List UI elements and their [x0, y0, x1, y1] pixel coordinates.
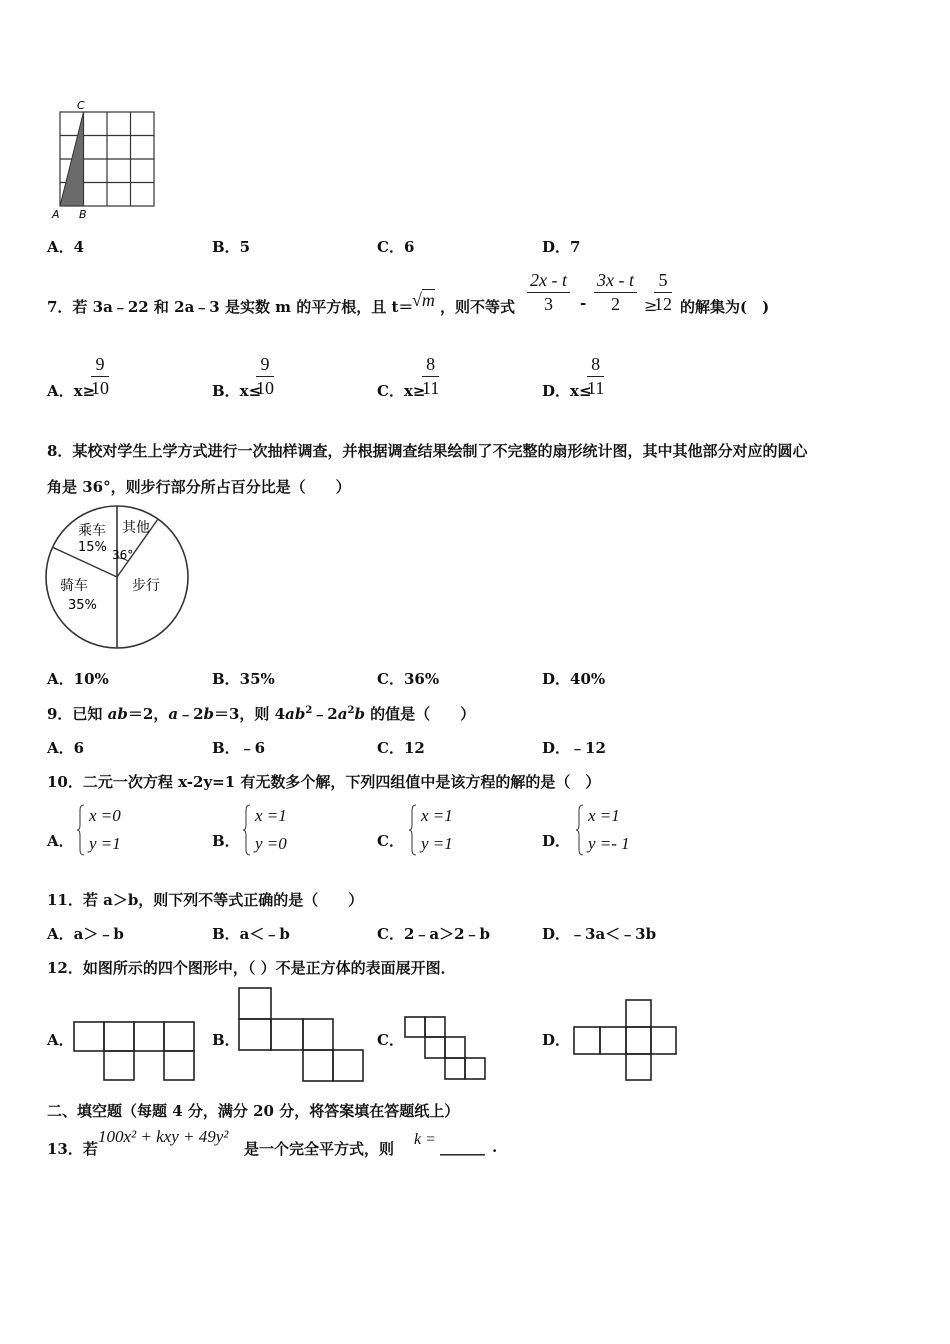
q9-term2b: b [354, 705, 365, 723]
label-a: A [52, 208, 60, 221]
q6-option-b[interactable]: B．5 [212, 238, 251, 256]
q8-stem-line2: 角是 36°，则步行部分所占百分比是（ ） [47, 478, 351, 496]
q10-option-d-label: D． [542, 832, 571, 850]
label-ride-bus: 乘车 [78, 523, 106, 539]
brace-icon [77, 804, 85, 856]
q7-fraction-1 [527, 270, 570, 315]
label-other-angle: 36° [112, 548, 134, 562]
eq-line-1: x =0 [89, 806, 121, 825]
q12-net-a[interactable] [72, 1020, 196, 1084]
q9-text-f: 的值是（ ） [364, 705, 476, 723]
numerator: 9 [256, 354, 274, 377]
numerator: 8 [422, 354, 439, 377]
q12-stem: 12．如图所示的四个图形中，（ ）不是正方体的表面展开图． [47, 959, 456, 977]
q13-expression: 100x² + kxy + 49y² [98, 1127, 229, 1146]
denominator: 10 [256, 378, 274, 398]
eq-line-2: y =1 [89, 834, 121, 853]
q9-option-b[interactable]: B．﹣6 [212, 739, 266, 757]
q7-option-a-label: A．x≥ [47, 382, 96, 400]
q7-sqrt [412, 290, 435, 311]
q13-k-var: k = [414, 1131, 436, 1148]
q6-grid-figure [48, 98, 160, 222]
sqrt-sign: √ [412, 290, 422, 310]
q13-prefix: 13．若 [47, 1140, 98, 1158]
denominator: 11 [587, 378, 605, 398]
q10-option-b-label: B． [212, 832, 240, 850]
eq-line-1: x =1 [588, 806, 620, 825]
q9-var-ab: ab [107, 705, 128, 723]
frac2-denominator: 2 [610, 294, 620, 314]
frac2-numerator: 3x - t [594, 270, 637, 293]
q7-option-c-fraction [422, 354, 439, 399]
q7-fraction-2 [594, 270, 637, 315]
brace-icon [576, 804, 584, 856]
q13-end: . [492, 1138, 498, 1156]
section-2-heading: 二、填空题（每题 4 分，满分 20 分，将答案填在答题纸上） [47, 1102, 460, 1120]
q9-exp1: 2 [305, 705, 313, 716]
q7-geq: ≥ [644, 296, 658, 315]
brace-icon [243, 804, 251, 856]
q10-stem: 10．二元一次方程 x-2y=1 有无数多个解，下列四组值中是该方程的解的是（ ） [47, 773, 601, 791]
q10-option-c-label: C． [377, 832, 404, 850]
q10-option-a-label: A． [47, 832, 74, 850]
q7-minus: - [580, 294, 587, 312]
q9-text-e: ﹣2 [312, 705, 338, 723]
q8-pie-chart [40, 505, 195, 653]
q9-text-b: ＝2， [127, 705, 169, 723]
q9-option-a[interactable]: A．6 [47, 739, 85, 757]
q8-option-b[interactable]: B．35% [212, 670, 275, 688]
label-other: 其他 [122, 520, 150, 536]
numerator: 8 [587, 354, 604, 377]
q9-term2a: a [337, 705, 348, 723]
frac1-numerator: 2x - t [527, 270, 570, 293]
q9-var-b: b [203, 705, 214, 723]
label-c: C [77, 99, 85, 112]
sqrt-var: m [421, 290, 435, 310]
q11-option-d[interactable]: D．﹣3a＜﹣3b [542, 925, 657, 943]
q9-option-d[interactable]: D．﹣12 [542, 739, 606, 757]
label-bike: 骑车 [60, 578, 88, 594]
label-b: B [79, 208, 87, 221]
brace-icon [409, 804, 417, 856]
eq-line-2: y =0 [255, 834, 287, 853]
q8-option-a[interactable]: A．10% [47, 670, 109, 688]
eq-line-1: x =1 [255, 806, 287, 825]
denominator: 10 [91, 378, 109, 398]
label-walk: 步行 [132, 578, 160, 594]
denominator: 11 [422, 378, 440, 398]
q12-option-b-label[interactable]: B． [212, 1031, 240, 1049]
q12-option-a-label[interactable]: A． [47, 1031, 74, 1049]
eq-line-1: x =1 [421, 806, 453, 825]
q9-var-a: a [168, 705, 179, 723]
q9-text-a: 9．已知 [47, 705, 108, 723]
q11-stem: 11．若 a＞b，则下列不等式正确的是（ ） [47, 891, 364, 909]
q7-option-d-fraction [587, 354, 604, 399]
q9-text-c: ﹣2 [178, 705, 204, 723]
q9-option-c[interactable]: C．12 [377, 739, 425, 757]
q7-suffix: 的解集为( ) [680, 298, 770, 316]
q9-text-d: ＝3，则 4 [214, 705, 286, 723]
frac1-denominator: 3 [543, 294, 553, 314]
q11-option-c[interactable]: C．2﹣a＞2﹣b [377, 925, 491, 943]
q8-stem-line1: 8．某校对学生上学方式进行一次抽样调查，并根据调查结果绘制了不完整的扇形统计图，其中其他部分对应的圆心 [47, 442, 808, 460]
q9-term1: ab [285, 705, 306, 723]
q6-option-c[interactable]: C．6 [377, 238, 415, 256]
q7-option-b-label: B．x≤ [212, 382, 262, 400]
q7-option-c-label: C．x≥ [377, 382, 426, 400]
eq-line-2: y =1 [421, 834, 453, 853]
q7-mid: ，则不等式 [440, 298, 516, 316]
numerator: 9 [91, 354, 109, 377]
q8-option-c[interactable]: C．36% [377, 670, 440, 688]
q12-option-c-label[interactable]: C． [377, 1031, 404, 1049]
q7-option-b-fraction [256, 354, 274, 399]
q11-option-a[interactable]: A．a＞﹣b [47, 925, 124, 943]
q7-option-a-fraction [91, 354, 109, 399]
q9-exp2: 2 [347, 705, 355, 716]
q13-answer-blank[interactable]: ______ [440, 1138, 485, 1156]
q9-stem [47, 703, 475, 724]
q7-option-d-label: D．x≤ [542, 382, 592, 400]
q7-prefix: 7．若 3a﹣22 和 2a﹣3 是实数 m 的平方根，且 t＝ [47, 298, 414, 316]
q8-option-d[interactable]: D．40% [542, 670, 606, 688]
q13-middle: 是一个完全平方式，则 [244, 1140, 395, 1158]
q11-option-b[interactable]: B．a＜﹣b [212, 925, 290, 943]
label-ride-bus-pct: 15% [78, 540, 107, 555]
q12-net-c[interactable] [403, 1015, 489, 1083]
q12-net-d[interactable] [572, 998, 680, 1083]
q7-fraction-3 [654, 270, 672, 315]
frac3-denominator: 12 [654, 294, 672, 314]
label-bike-pct: 35% [68, 598, 97, 613]
frac3-numerator: 5 [654, 270, 672, 293]
eq-line-2: y =- 1 [588, 834, 630, 853]
q12-option-d-label[interactable]: D． [542, 1031, 571, 1049]
q6-option-a[interactable]: A．4 [47, 238, 85, 256]
q12-net-b[interactable] [237, 986, 367, 1084]
q6-option-d[interactable]: D．7 [542, 238, 581, 256]
